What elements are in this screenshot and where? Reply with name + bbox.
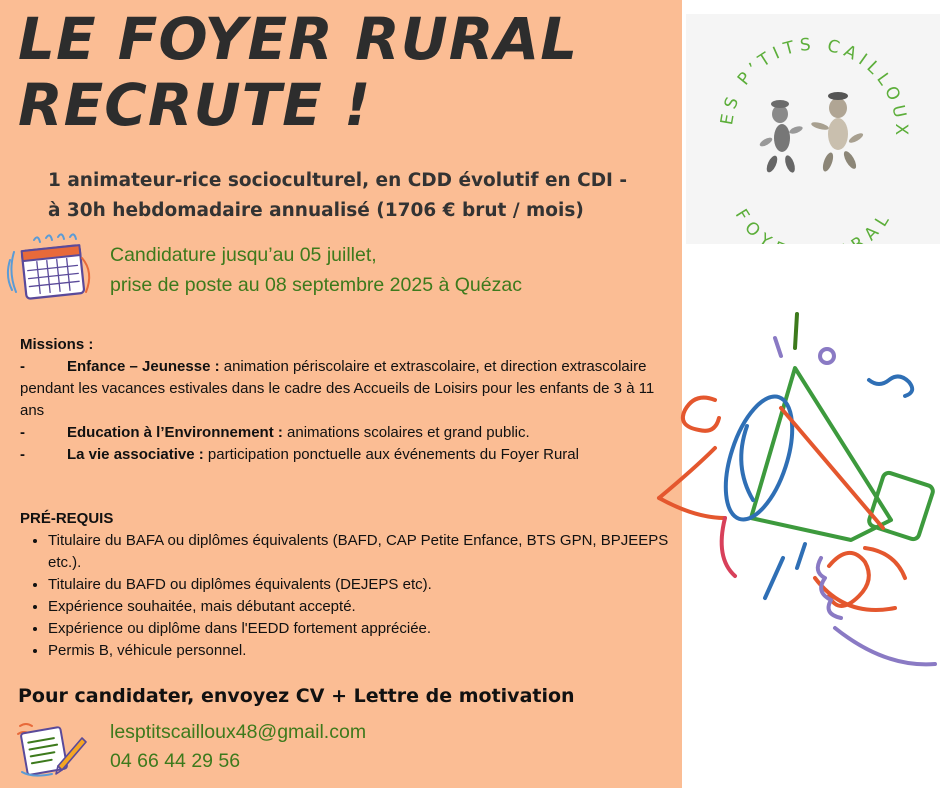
mission-dash: - bbox=[20, 446, 25, 463]
contact-block bbox=[110, 718, 366, 776]
mission-label: Enfance – Jeunesse : bbox=[67, 358, 220, 375]
logo-pebble-figures bbox=[686, 14, 940, 244]
deadline-line-2: prise de poste au 08 septembre 2025 à Quézac bbox=[110, 274, 522, 296]
logo-box bbox=[686, 14, 940, 244]
mission-text: animations scolaires et grand public. bbox=[282, 424, 530, 441]
svg-text:LES P’TITS CAILLOUX bbox=[686, 14, 911, 140]
headline-line-2: RECRUTE ! bbox=[18, 71, 372, 139]
mission-text: animation périscolaire et extrascolaire, et direction extrascolaire pendant les vacances estivales dans le cadre des Accueils de Loisirs pour les enfants de 3 à 11 ans bbox=[20, 358, 655, 419]
svg-text:FOYER RURAL bbox=[731, 206, 897, 244]
logo-top-text: ES P’TITS CAILLOUX bbox=[717, 34, 912, 141]
headline-line-1: LE FOYER RURAL bbox=[18, 5, 579, 73]
contact-phone[interactable]: 04 66 44 29 56 bbox=[110, 750, 241, 772]
pebble-figure-left bbox=[758, 100, 803, 174]
missions-heading: Missions : bbox=[20, 336, 94, 353]
mission-text: participation ponctuelle aux événements du Foyer Rural bbox=[203, 446, 579, 463]
pebble-figure-right bbox=[811, 92, 865, 173]
mission-dash: - bbox=[20, 424, 25, 441]
logo-bottom-text: FOY RAL bbox=[730, 205, 898, 244]
mission-item bbox=[20, 356, 676, 422]
mission-item bbox=[20, 422, 676, 444]
mission-dash: - bbox=[20, 358, 25, 375]
apply-call-to-action: Pour candidater, envoyez CV + Lettre de motivation bbox=[18, 685, 575, 707]
missions-section bbox=[20, 334, 676, 466]
job-title bbox=[48, 166, 627, 226]
prereq-item: • Expérience ou diplôme dans l'EEDD fortement appréciée. bbox=[48, 618, 676, 640]
prereq-item: • Expérience souhaitée, mais débutant accepté. bbox=[48, 596, 676, 618]
megaphone-illustration bbox=[655, 308, 940, 683]
job-title-line-2: à 30h hebdomadaire annualisé (1706 € brut / mois) bbox=[48, 200, 584, 221]
clipboard-pen-icon bbox=[14, 720, 90, 780]
contact-email[interactable]: lesptitscailloux48@gmail.com bbox=[110, 721, 367, 743]
job-title-line-1: 1 animateur-rice socioculturel, en CDD évolutif en CDI - bbox=[48, 170, 628, 191]
deadline-line-1: Candidature jusqu’au 05 juillet, bbox=[110, 244, 377, 266]
headline bbox=[18, 6, 578, 138]
calendar-icon bbox=[6, 232, 96, 304]
prereq-item: • Titulaire du BAFD ou diplômes équivalents (DEJEPS etc). bbox=[48, 574, 676, 596]
mission-label: Education à l’Environnement : bbox=[67, 424, 283, 441]
deadline bbox=[110, 240, 522, 300]
prereq-list bbox=[48, 530, 676, 662]
prereq-item: • Permis B, véhicule personnel. bbox=[48, 640, 676, 662]
mission-item bbox=[20, 444, 676, 466]
prereq-item: • Titulaire du BAFA ou diplômes équivalents (BAFD, CAP Petite Enfance, BTS GPN, BPJEEPS etc.). bbox=[48, 530, 676, 574]
mission-label: La vie associative : bbox=[67, 446, 204, 463]
prereq-heading: PRÉ-REQUIS bbox=[20, 510, 114, 527]
prereq-section bbox=[20, 508, 676, 662]
